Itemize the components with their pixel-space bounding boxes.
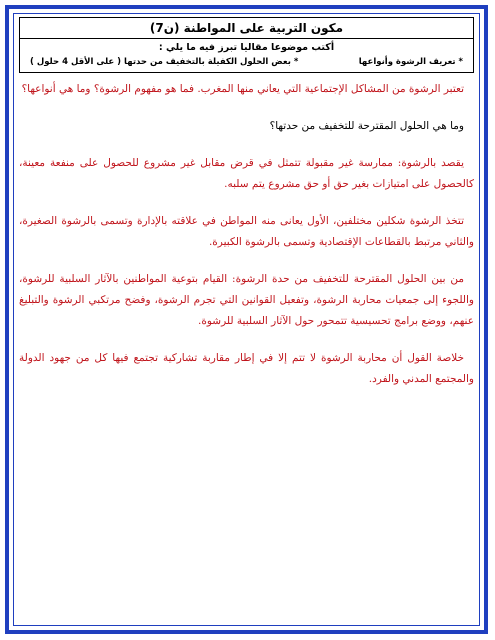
- exercise-title: مكون التربية على المواطنة (ن7): [20, 18, 473, 39]
- essay-body: [19, 79, 474, 406]
- essay-conclusion: خلاصة القول أن محاربة الرشوة لا تتم إلا في إطار مقاربة تشاركية تجتمع فيها كل من جهود الدولة والمجتمع المدني والفرد.: [19, 352, 474, 385]
- question-box: [19, 17, 474, 73]
- task-point-solutions: * بعض الحلول الكفيلة بالتخفيف من حدتها ( على الأقل 4 حلول ): [30, 57, 299, 67]
- instruction-text: أكتب موضوعا مقاليا تبرز فيه ما يلي :: [158, 42, 335, 53]
- essay-intro: تعتبر الرشوة من المشاكل الإجتماعية التي يعاني منها المغرب. فما هو مفهوم الرشوة؟ وما هي أنواعها؟: [21, 83, 464, 95]
- page-border: [5, 5, 488, 634]
- essay-solutions: من بين الحلول المقترحة للتخفيف من حدة الرشوة: القيام بتوعية المواطنين بالآثار السلبية للرشوة، واللجوء إلى جمعيات محاربة الرشوة، وتفعيل القوانين التي تجرم الرشوة، وفضح مرتكبي الرشوة والتبليغ عنهم، ووضع برامج تحسيسية تتمحور حول الآثار السلبية للرشوة.: [19, 273, 474, 327]
- essay-types: تتخذ الرشوة شكلين مختلفين، الأول يعانى منه المواطن في علاقته بالإدارة وتسمى بالرشوة الصغيرة، والثاني مرتبط بالقطاعات الإقتصادية وتسمى بالرشوة الكبيرة.: [19, 215, 474, 248]
- task-points: [20, 55, 473, 69]
- essay-definition: يقصد بالرشوة: ممارسة غير مقبولة تتمثل في قرض مقابل غير مشروع للحصول على منفعة معينة، كالحصول على امتيازات بغير حق أو حق مشروع يتم سلبه.: [19, 157, 474, 190]
- essay-question: وما هي الحلول المقترحة للتخفيف من حدتها؟: [269, 120, 464, 132]
- task-point-definition: * تعريف الرشوة وأنواعها: [358, 57, 463, 67]
